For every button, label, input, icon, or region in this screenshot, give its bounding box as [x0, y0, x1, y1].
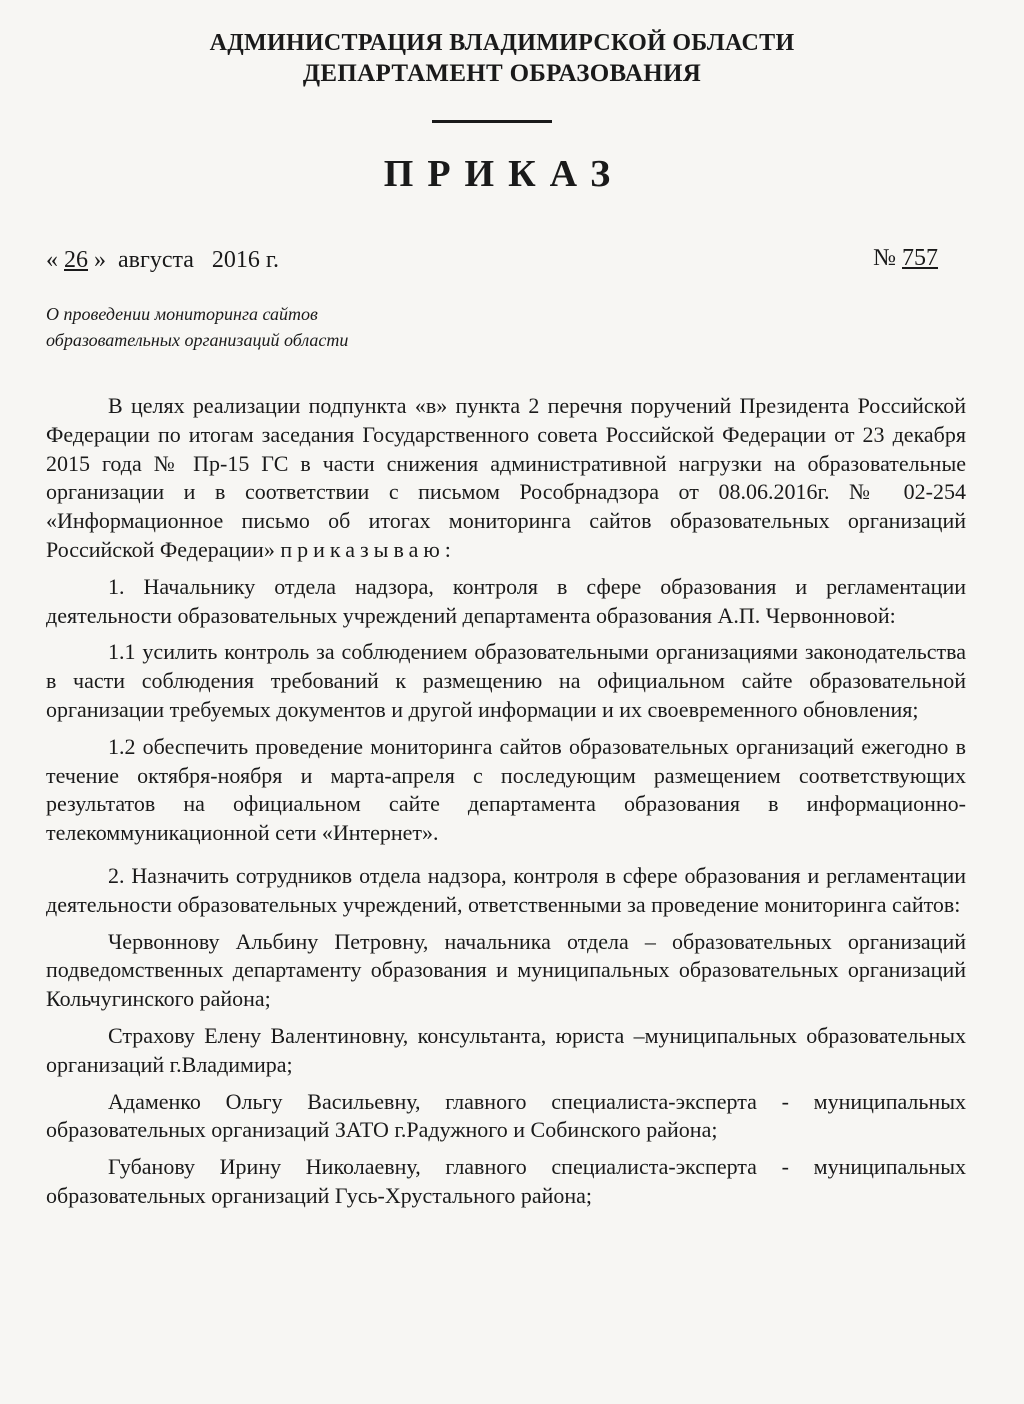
subject-line-2: образовательных организаций области: [46, 330, 349, 350]
date-day: 26: [64, 247, 88, 273]
date-close-quote: »: [94, 247, 106, 273]
number-sign: №: [873, 245, 896, 271]
date-open-quote: «: [46, 247, 58, 273]
person-2: Страхову Елену Валентиновну, консультанта, юриста –муниципальных образовательных организаций г.Владимира;: [46, 1022, 966, 1077]
subject-line-1: О проведении мониторинга сайтов: [46, 304, 318, 324]
header-divider: [432, 120, 552, 123]
item-2: 2. Назначить сотрудников отдела надзора, контроля в сфере образования и регламентации деятельности образовательных учреждений, ответственными за проведение мониторинга сайтов:: [46, 862, 966, 917]
order-date: [46, 247, 279, 274]
item-1: 1. Начальнику отдела надзора, контроля в сфере образования и регламентации деятельности образовательных учреждений департамента образования А.П. Червонновой:: [46, 573, 966, 628]
preamble-paragraph: [46, 392, 966, 565]
item-1-2: 1.2 обеспечить проведение мониторинга сайтов образовательных организаций ежегодно в течение октября-ноября и марта-апреля с последующим размещением соответствующих результатов на официальном сайте департамента образования в информационно-телекоммуникационной сети «Интернет».: [46, 733, 966, 846]
person-3: Адаменко Ольгу Васильевну, главного специалиста-эксперта - муниципальных образовательных организаций ЗАТО г.Радужного и Собинского района;: [46, 1088, 966, 1143]
person-4: Губанову Ирину Николаевну, главного специалиста-эксперта - муниципальных образовательных организаций Гусь-Хрустального района;: [46, 1154, 966, 1208]
item-1-1: 1.1 усилить контроль за соблюдением образовательными организациями законодательства в части соблюдения требований к размещению на официальном сайте образовательной организации требуемых документов и другой информации и их своевременного обновления;: [46, 639, 966, 722]
order-word: приказываю:: [280, 536, 456, 562]
order-subject: [46, 301, 348, 353]
person-1: Червоннову Альбину Петровну, начальника отдела – образовательных организаций подведомственных департаменту образования и муниципальных образовательных организаций Кольчугинского района;: [46, 928, 966, 1012]
department-name: ДЕПАРТАМЕНТ ОБРАЗОВАНИЯ: [302, 60, 702, 87]
order-number: [873, 245, 938, 272]
preamble-text: В целях реализации подпункта «в» пункта 2 перечня поручений Президента Российской Федерации по итогам заседания Государственного совета Российской Федерации от 23 декабря 2015 года № Пр-15 ГС в части снижения административной нагрузки на образовательные организации и в соответствии с письмом Рособрнадзора от 08.06.2016г. № 02-254 «Информационное письмо об итогах мониторинга сайтов образовательных организаций Российской Федерации»: [46, 393, 966, 562]
organization-name: АДМИНИСТРАЦИЯ ВЛАДИМИРСКОЙ ОБЛАСТИ: [209, 30, 795, 56]
date-month-year: августа 2016 г.: [118, 247, 280, 273]
order-body: [46, 392, 966, 1211]
number-value: 757: [902, 245, 938, 271]
document-title: ПРИКАЗ: [383, 153, 625, 195]
